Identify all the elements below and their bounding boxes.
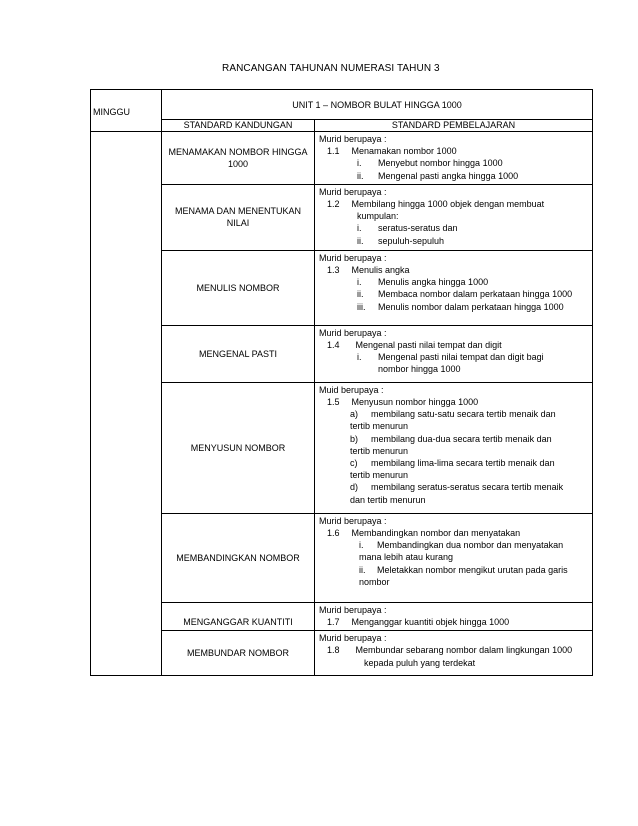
list-item bbox=[319, 539, 589, 551]
kandungan-cell: MENAMA DAN MENENTUKAN NILAI bbox=[162, 184, 315, 250]
list-item bbox=[319, 288, 589, 300]
standard-code: 1.7 bbox=[327, 617, 340, 628]
kandungan-cell: MENAMAKAN NOMBOR HINGGA 1000 bbox=[162, 132, 315, 185]
list-item bbox=[319, 222, 589, 234]
pembelajaran-cell bbox=[315, 250, 593, 325]
standard-text-continued: kumpulan: bbox=[357, 211, 399, 222]
header-minggu: MINGGU bbox=[91, 90, 162, 132]
item-number: ii. bbox=[359, 564, 366, 575]
header-row bbox=[91, 90, 593, 120]
list-item bbox=[319, 481, 589, 493]
item-number: ii. bbox=[357, 235, 364, 246]
intro-text: Murid berupaya : bbox=[319, 327, 387, 338]
item-text: membilang dua-dua secara tertib menaik dan bbox=[371, 433, 552, 444]
annual-plan-table bbox=[90, 89, 593, 676]
standard-line bbox=[319, 644, 589, 656]
item-number: i. bbox=[357, 158, 362, 169]
list-item bbox=[319, 433, 589, 445]
standard-line bbox=[319, 527, 589, 539]
intro-text: Murid berupaya : bbox=[319, 252, 387, 263]
intro-text: Murid berupaya : bbox=[319, 604, 387, 615]
standard-line bbox=[319, 616, 589, 628]
list-item bbox=[319, 457, 589, 469]
item-number: i. bbox=[359, 540, 364, 551]
kandungan-cell: MENULIS NOMBOR bbox=[162, 250, 315, 325]
kandungan-cell: MEMBANDINGKAN NOMBOR bbox=[162, 513, 315, 602]
standard-text: Menyusun nombor hingga 1000 bbox=[351, 397, 479, 408]
pembelajaran-cell bbox=[315, 513, 593, 602]
table-row bbox=[91, 602, 593, 630]
item-text-continued: nombor bbox=[359, 576, 390, 587]
kandungan-cell: MENGENAL PASTI bbox=[162, 325, 315, 382]
pembelajaran-cell bbox=[315, 184, 593, 250]
item-number: ii. bbox=[357, 289, 364, 300]
item-number: i. bbox=[357, 223, 362, 234]
standard-line bbox=[319, 145, 589, 157]
list-item bbox=[319, 276, 589, 288]
standard-line bbox=[319, 396, 589, 408]
standard-text: Membundar sebarang nombor dalam lingkungan 1000 bbox=[355, 645, 573, 656]
item-number: i. bbox=[357, 352, 362, 363]
header-standard-pembelajaran: STANDARD PEMBELAJARAN bbox=[315, 120, 593, 132]
list-item bbox=[319, 408, 589, 420]
standard-code: 1.4 bbox=[327, 340, 340, 351]
pembelajaran-cell bbox=[315, 631, 593, 676]
item-number: d) bbox=[350, 482, 359, 493]
item-text-continued: tertib menurun bbox=[350, 470, 409, 481]
standard-code: 1.3 bbox=[327, 265, 340, 276]
standard-text: Menulis angka bbox=[351, 265, 410, 276]
item-text: Membandingkan dua nombor dan menyatakan bbox=[377, 540, 564, 551]
standard-code: 1.1 bbox=[327, 146, 340, 157]
table-row bbox=[91, 250, 593, 325]
intro-text: Murid berupaya : bbox=[319, 515, 387, 526]
standard-line bbox=[319, 264, 589, 276]
item-text: membilang lima-lima secara tertib menaik dan bbox=[371, 458, 555, 469]
standard-code: 1.5 bbox=[327, 397, 340, 408]
intro-text: Muid berupaya : bbox=[319, 384, 384, 395]
item-text: sepuluh-sepuluh bbox=[378, 235, 445, 246]
intro-text: Murid berupaya : bbox=[319, 134, 387, 144]
item-text: seratus-seratus dan bbox=[378, 223, 458, 234]
standard-text: Menamakan nombor 1000 bbox=[351, 146, 457, 157]
item-number: b) bbox=[350, 433, 359, 444]
table-row bbox=[91, 184, 593, 250]
item-text-continued: tertib menurun bbox=[350, 421, 409, 432]
header-standard-kandungan: STANDARD KANDUNGAN bbox=[162, 120, 315, 132]
standard-text: Membandingkan nombor dan menyatakan bbox=[351, 528, 521, 539]
item-text: Meletakkan nombor mengikut urutan pada garis bbox=[377, 564, 568, 575]
list-item bbox=[319, 170, 589, 182]
kandungan-cell: MENGANGGAR KUANTITI bbox=[162, 602, 315, 630]
standard-code: 1.8 bbox=[327, 645, 340, 656]
kandungan-cell: MEMBUNDAR NOMBOR bbox=[162, 631, 315, 676]
table-row bbox=[91, 325, 593, 382]
subheader-row bbox=[91, 120, 593, 132]
header-unit: UNIT 1 – NOMBOR BULAT HINGGA 1000 bbox=[162, 90, 593, 120]
item-text: membilang seratus-seratus secara tertib menaik bbox=[371, 482, 564, 493]
standard-line bbox=[319, 198, 589, 210]
standard-text: Membilang hingga 1000 objek dengan membuat bbox=[351, 199, 545, 210]
item-text: membilang satu-satu secara tertib menaik dan bbox=[371, 409, 556, 420]
item-number: iii. bbox=[357, 301, 366, 312]
item-text-continued: tertib menurun bbox=[350, 445, 409, 456]
standard-line bbox=[319, 339, 589, 351]
item-text: Mengenal pasti angka hingga 1000 bbox=[378, 170, 519, 181]
list-item bbox=[319, 157, 589, 169]
item-text: Menyebut nombor hingga 1000 bbox=[378, 158, 503, 169]
standard-code: 1.2 bbox=[327, 199, 340, 210]
pembelajaran-cell bbox=[315, 602, 593, 630]
standard-text: Mengenal pasti nilai tempat dan digit bbox=[355, 340, 502, 351]
item-number: ii. bbox=[357, 170, 364, 181]
standard-code: 1.6 bbox=[327, 528, 340, 539]
pembelajaran-cell bbox=[315, 132, 593, 185]
kandungan-cell: MENYUSUN NOMBOR bbox=[162, 382, 315, 513]
item-text: Menulis angka hingga 1000 bbox=[378, 277, 489, 288]
list-item bbox=[319, 351, 589, 363]
intro-text: Murid berupaya : bbox=[319, 633, 387, 644]
standard-text: Menganggar kuantiti objek hingga 1000 bbox=[351, 617, 510, 628]
item-text-continued: nombor hingga 1000 bbox=[378, 364, 461, 375]
intro-text: Murid berupaya : bbox=[319, 186, 387, 197]
item-text-continued: mana lebih atau kurang bbox=[359, 552, 454, 563]
table-row bbox=[91, 382, 593, 513]
item-number: c) bbox=[350, 458, 358, 469]
item-text: Membaca nombor dalam perkataan hingga 1000 bbox=[378, 289, 573, 300]
item-number: a) bbox=[350, 409, 359, 420]
table-row bbox=[91, 513, 593, 602]
pembelajaran-cell bbox=[315, 325, 593, 382]
table-row bbox=[91, 631, 593, 676]
item-text: Mengenal pasti nilai tempat dan digit bagi bbox=[378, 352, 544, 363]
item-text-continued: dan tertib menurun bbox=[350, 494, 426, 505]
item-text: Menulis nombor dalam perkataan hingga 1000 bbox=[378, 301, 564, 312]
list-item bbox=[319, 301, 589, 313]
minggu-cell bbox=[91, 132, 162, 676]
standard-text-continued: kepada puluh yang terdekat bbox=[364, 657, 476, 668]
item-number: i. bbox=[357, 277, 362, 288]
list-item bbox=[319, 235, 589, 247]
table-row bbox=[91, 132, 593, 185]
list-item bbox=[319, 564, 589, 576]
document-title: RANCANGAN TAHUNAN NUMERASI TAHUN 3 bbox=[222, 63, 440, 74]
pembelajaran-cell bbox=[315, 382, 593, 513]
